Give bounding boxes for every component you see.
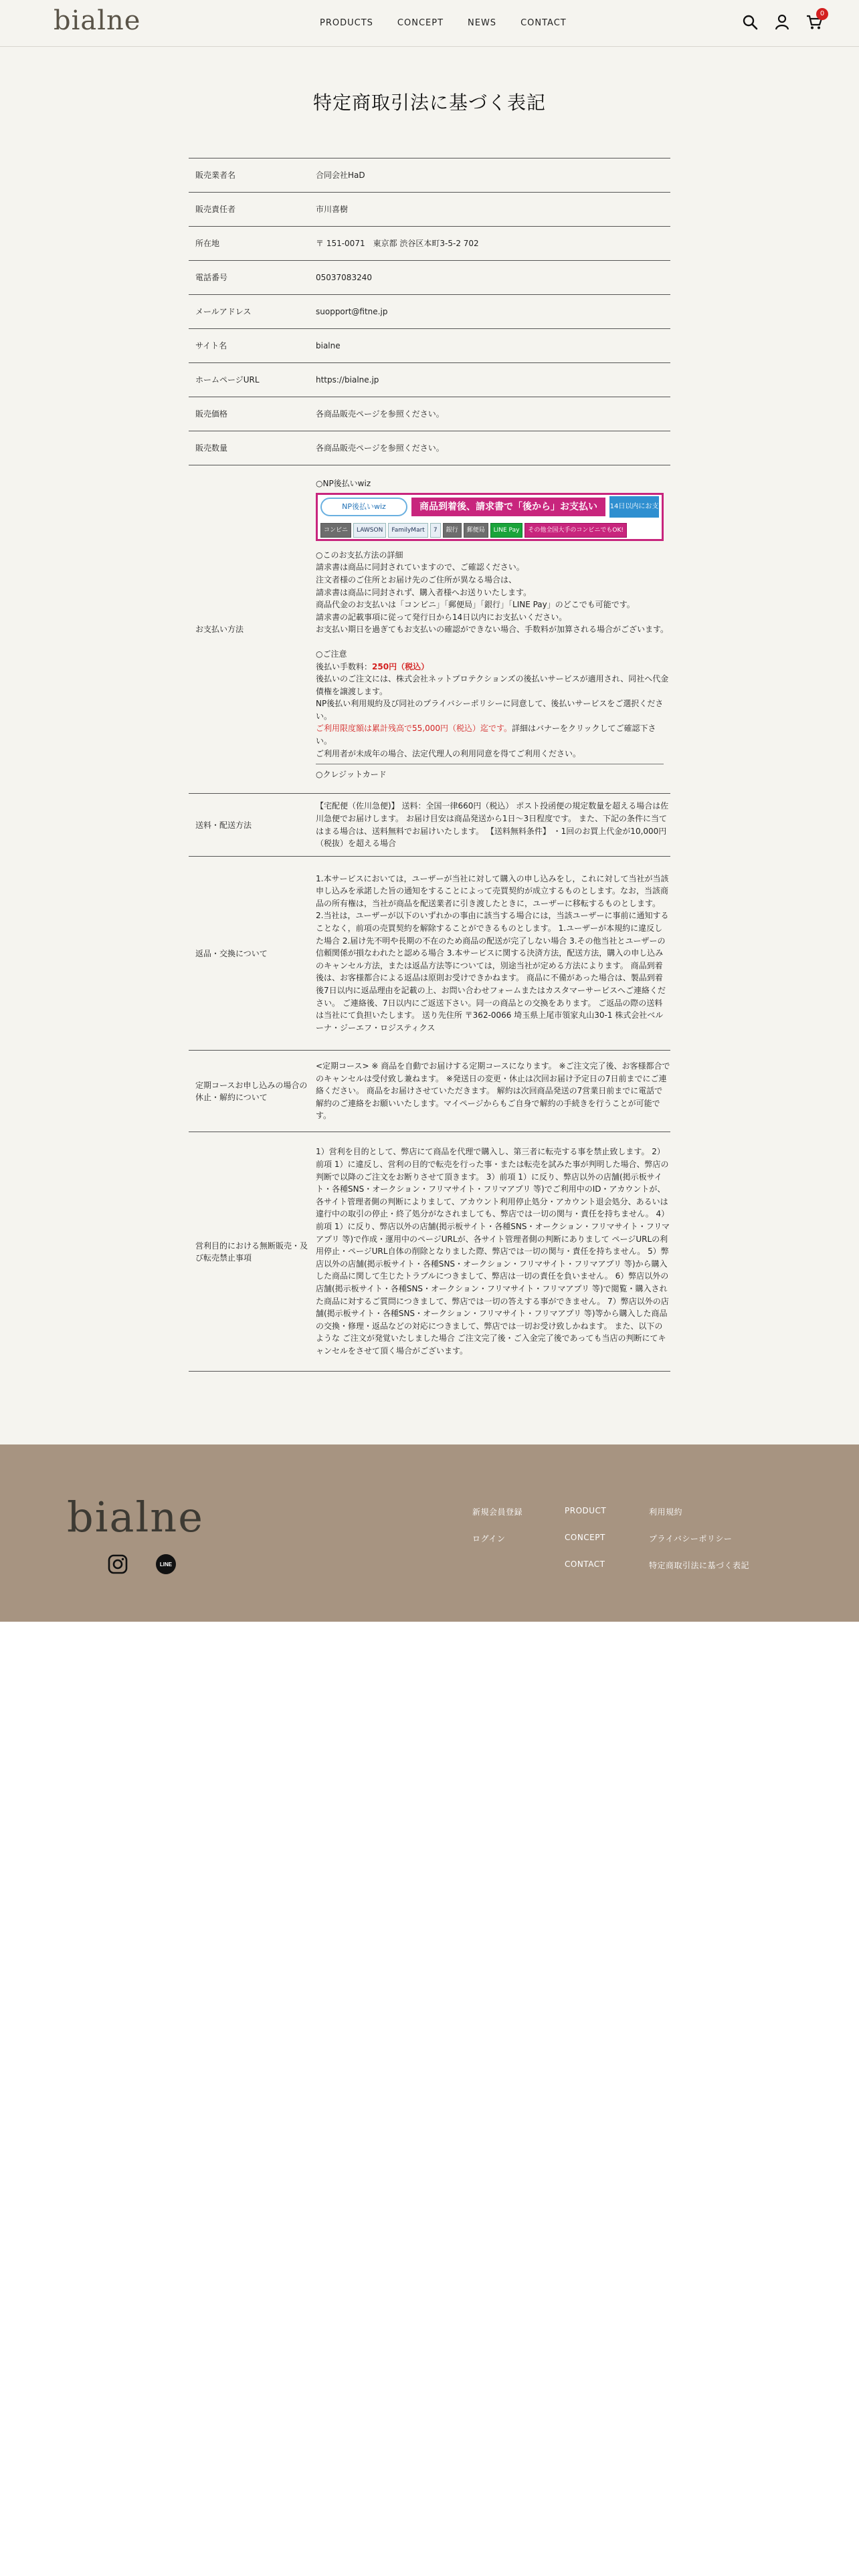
table-row (189, 193, 670, 227)
line-icon-text: LINE (159, 1562, 173, 1568)
footer-col-account (472, 1506, 522, 1560)
table-row (189, 465, 670, 794)
footer-col-site (565, 1506, 606, 1586)
credit-card-option: ○クレジットカード (316, 770, 387, 780)
limit-red-text: ご利用限度額は累計残高で55,000円（税込）迄です。 (316, 724, 512, 734)
np-wiz-banner[interactable] (316, 493, 664, 541)
row-value: 1）営利を目的として、弊店にて商品を代理で購入し、第三者に転売する事を禁止致します。 2）前項 1）に違反し、営利の目的で転売を行った事・または転売を試みた事が判明した場合、弊店の判断で以降のご注文をお断りさせて頂きます。 3）前項 1）に反り、弊店以外の店舗(掲示板サイト・各種SNS・オークション・フリマサイト・フリマアプリ 等)でご利用中のID・アカウントが、各サイト管理者側の判断によりまして、アカウント利用停止処分・アカウント退会処分、あるいは違行中の取引の停止・終了処分がなされましても、弊店では一切の関与・責任を持ちません。 4）前項 1）に反り、弊店以外の店舗(掲示板サイト・各種SNS・オークション・フリマサイト・フリマアプリ 等)で作成・運用中のページURLが、各サイト管理者側の判断にありまして ページURLの利用停止・ページURL自体の削除となりました際、弊店では一切の関与・責任を持ちません。 5）弊店以外の店舗(掲示板サイト・各種SNS・オークション・フリマサイト・フリマアプリ 等)から購入した商品に関して生じたトラブルにつきまして、弊店は一切の責任を負いません。 6）弊店以外の店舗(掲示板サイト・各種SNS・オークション・フリマサイト・フリマアプリ 等)で閲覧・購入された商品に対するご質問につきまして、弊店では一切の答えする事ができません。 7）弊店以外の店舗(掲示板サイト・各種SNS・オークション・フリマサイト・フリマアプリ 等)等から購入した商品の交換・修理・返品などの対応につきまして、弊店では一切お受け致しかねます。 また、以下のような ご注文が発覚いたしました場合 ご注文完了後・ご入金完了後であっても当店の判断にてキャンセルをさせて頂く場合がございます。 (316, 1147, 670, 1356)
footer-col-legal (649, 1506, 749, 1586)
store-chip: 郵便局 (464, 523, 488, 538)
row-label: 営利目的における無断販売・及び転売禁止事項 (195, 1241, 308, 1263)
row-value: 05037083240 (316, 272, 372, 282)
payment-line: 請求書の記載事項に従って発行日から14日以内にお支払いください。 (316, 612, 567, 622)
row-label: 販売価格 (195, 409, 228, 419)
table-row (189, 431, 670, 465)
cart-icon[interactable] (805, 10, 825, 31)
row-value: 合同会社HaD (316, 170, 365, 180)
fee-value: 250円（税込） (372, 661, 430, 671)
limit-line (316, 722, 670, 747)
fee-label: 後払い手数料： (316, 661, 373, 671)
np-14days-badge: 14日以内にお支払い (609, 496, 659, 518)
payment-note: NP後払い利用規約及び同社のプライバシーポリシーに同意して、後払いサービスをご選択ください。 (316, 699, 664, 721)
table-row (189, 261, 670, 295)
table-row (189, 397, 670, 431)
payment-line: お支払い期日を過ぎてもお支払いの確認ができない場合、手数料が加算される場合がございます。 (316, 625, 669, 635)
main-nav (320, 18, 567, 28)
nav-news[interactable]: NEWS (468, 18, 497, 28)
row-value: suopport@fitne.jp (316, 306, 388, 316)
row-label: メールアドレス (195, 307, 252, 316)
table-row (189, 363, 670, 397)
row-label: 送料・配送方法 (195, 820, 252, 830)
row-label: 定期コースお申し込みの場合の休止・解約について (195, 1080, 308, 1102)
row-value: bialne (316, 340, 341, 350)
table-row (189, 158, 670, 193)
footer-link-tokusho[interactable]: 特定商取引法に基づく表記 (649, 1561, 750, 1570)
search-icon[interactable] (741, 13, 759, 31)
footer-link-concept[interactable]: CONCEPT (565, 1533, 605, 1542)
line-icon[interactable] (155, 1553, 177, 1575)
np-heading: ○NP後払いwiz (316, 479, 371, 489)
social-links (107, 1553, 177, 1575)
store-chip: FamilyMart (388, 523, 427, 538)
footer-link-privacy[interactable]: プライバシーポリシー (649, 1534, 733, 1543)
nav-contact[interactable]: CONTACT (520, 18, 567, 28)
store-chip: 銀行 (443, 523, 462, 538)
row-label: ホームページURL (195, 375, 260, 385)
table-row (189, 1051, 670, 1132)
payment-line: 請求書は商品に同封されず、購入者様へお送りいたします。 (316, 587, 532, 597)
payment-line: ○このお支払方法の詳細 (316, 550, 403, 560)
np-note-chip: その他全国大手のコンビニでもOK! (524, 523, 627, 538)
nav-products[interactable]: PRODUCTS (320, 18, 373, 28)
user-icon[interactable] (773, 13, 791, 31)
site-logo[interactable]: bialne (54, 5, 141, 36)
np-main-text: 商品到着後、請求書で「後から」お支払い (411, 498, 605, 516)
footer-link-login[interactable]: ログイン (472, 1534, 506, 1543)
row-value: <定期コース> ※ 商品を自動でお届けする定期コースになります。 ※ご注文完了後、お客様都合でのキャンセルは受付致し兼ねます。 ※発送日の変更・休止は次回お届け予定日の7日前までにご連絡ください。 商品をお届けさせていただきます。 解約は次回商品発送の7営業日前までに電話で解約のご連絡をお願いいたします。マイページからもご自身で解約の手続きを行うことが可能です。 (316, 1061, 670, 1121)
site-footer (0, 1444, 859, 1622)
np-logo: NP後払いwiz (320, 498, 407, 516)
legal-table (189, 158, 670, 1372)
table-row (189, 857, 670, 1051)
cart-count-badge: 0 (816, 8, 828, 20)
table-row (189, 329, 670, 363)
table-row (189, 1132, 670, 1372)
row-label: 所在地 (195, 239, 220, 248)
row-value: 市川喜樹 (316, 204, 349, 214)
fee-line (316, 661, 670, 673)
minor-note: ご利用者が未成年の場合、法定代理人の利用同意を得てご利用ください。 (316, 748, 581, 758)
row-value: 【宅配便（佐川急便)】 送料：全国一律660円（税込） ポスト投函便の規定数量を超える場合は佐川急便でお届けします。 お届け目安は商品発送から1日〜3日程度です。 また、下記の条件に当てはまる場合は、送料無料でお届けいたします。 【送料無料条件】 ・1回のお買上代金が10,000円（税抜）を超える場合 (316, 801, 669, 849)
table-row (189, 794, 670, 857)
payment-note: 後払いのご注文には、株式会社ネットプロテクションズの後払いサービスが適用され、同社へ代金債権を譲渡します。 (316, 674, 669, 696)
footer-link-product[interactable]: PRODUCT (565, 1506, 607, 1515)
table-row (189, 295, 670, 329)
notes-heading: ○ご注意 (316, 649, 347, 659)
row-label: お支払い方法 (195, 625, 244, 634)
payment-line: 請求書は商品に同封されていますので、ご確認ください。 (316, 562, 524, 572)
payment-line: 注文者様のご住所とお届け先のご住所が異なる場合は、 (316, 574, 517, 584)
footer-link-terms[interactable]: 利用規約 (649, 1507, 683, 1517)
footer-link-contact[interactable]: CONTACT (565, 1560, 605, 1569)
row-label: 販売数量 (195, 443, 228, 453)
row-label: 電話番号 (195, 273, 228, 282)
payment-line: 商品代金のお支払いは「コンビニ」「郵便局」「銀行」「LINE Pay」のどこでも可能です。 (316, 600, 635, 610)
store-chip: 7 (430, 523, 441, 538)
instagram-icon[interactable] (107, 1553, 128, 1575)
limit-rest-text: 詳細はバナーをクリックしてご確認下さい。 (316, 724, 656, 746)
table-row (189, 227, 670, 261)
footer-link-register[interactable]: 新規会員登録 (472, 1507, 523, 1517)
row-value: https://bialne.jp (316, 374, 379, 385)
row-label: 返品・交換について (195, 948, 268, 958)
store-chip: LAWSON (353, 523, 386, 538)
row-value: 1.本サービスにおいては，ユーザーが当社に対して購入の申し込みをし，これに対して当社が当該申し込みを承諾した旨の通知をすることによって売買契約が成立するものとします。なお，当該商品の所有権は，当社が商品を配送業者に引き渡したときに，ユーザーに移転するものとします。 2.当社は，ユーザーが以下のいずれかの事由に該当する場合には，当該ユーザーに事前に通知することなく，前項の売買契約を解除することができるものとします。 1.ユーザーが本規約に違反した場合 2.届け先不明や長期の不在のため商品の配送が完了しない場合 3.その他当社とユーザーの信頼関係が損なわれたと認める場合 3.本サービスに関する決済方法，配送方法，購入の申し込みのキャンセル方法，または返品方法等については，別途当社が定める方法によります。 商品到着後は、お客様都合による返品は原則お受けできかねます。 商品に不備があった場合は、製品到着後7日以内に返品理由を記載の上、お問い合わせフォームまたはカスタマーサービスへご連絡ください。 ご連絡後、7日以内にご返送下さい。同一の商品との交換をあります。 ご返品の際の送料は当社にて負担いたします。 送り先住所 〒362-0066 埼玉県上尾市領家丸山30-1 株式会社ベルーナ・ジーエフ・ロジスティクス (316, 873, 669, 1033)
row-value: 〒 151-0071 東京都 渋谷区本町3-5-2 702 (316, 238, 479, 248)
header-icons (741, 10, 825, 31)
site-header (0, 0, 859, 47)
payment-details (316, 477, 670, 781)
footer-logo[interactable]: bialne (67, 1493, 204, 1541)
page-title: 特定商取引法に基づく表記 (312, 92, 546, 114)
nav-concept[interactable]: CONCEPT (397, 18, 444, 28)
row-value: 各商品販売ページを参照ください。 (316, 409, 444, 419)
row-label: サイト名 (195, 341, 227, 350)
store-chip: コンビニ (320, 523, 351, 538)
row-label: 販売業者名 (195, 171, 236, 180)
store-chip: LINE Pay (490, 523, 523, 538)
row-value: 各商品販売ページを参照ください。 (316, 443, 444, 453)
row-label: 販売責任者 (195, 205, 236, 214)
